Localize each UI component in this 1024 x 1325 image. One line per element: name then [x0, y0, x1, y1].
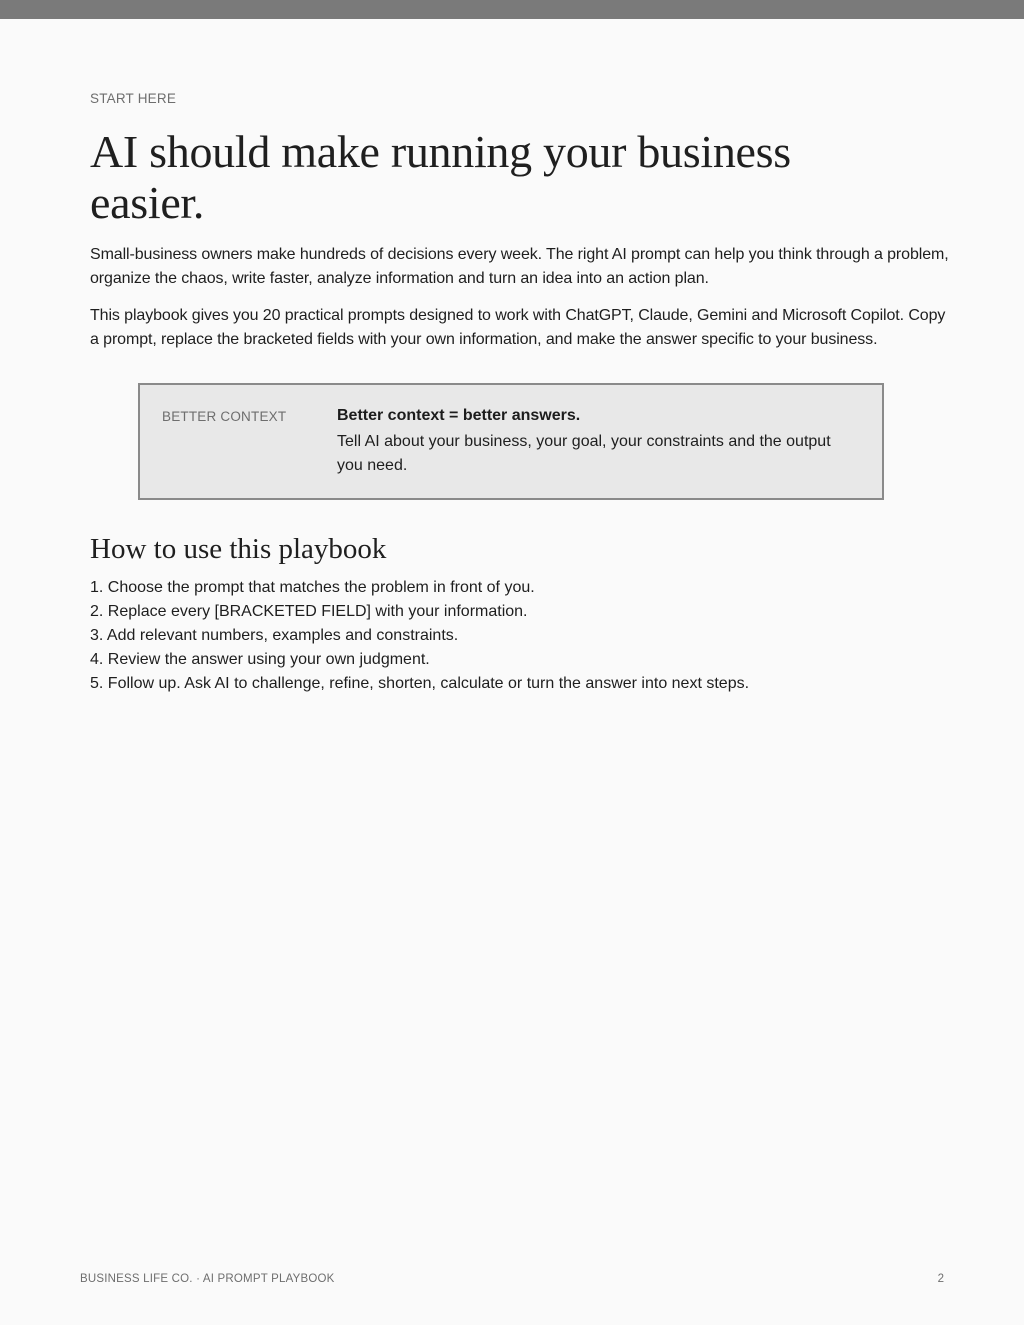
steps-list [90, 576, 749, 696]
section-title: How to use this playbook [90, 533, 387, 565]
footer-publication: BUSINESS LIFE CO. · AI PROMPT PLAYBOOK [80, 1273, 335, 1285]
page-title: AI should make running your business easier. [90, 126, 791, 228]
eyebrow-label: START HERE [90, 91, 177, 106]
callout-label: BETTER CONTEXT [162, 409, 287, 424]
top-bar [0, 0, 1024, 19]
step-item: 4. Review the answer using your own judgment. [90, 651, 430, 668]
step-item: 5. Follow up. Ask AI to challenge, refine, shorten, calculate or turn the answer into next steps. [90, 675, 750, 692]
footer-page-number: 2 [937, 1273, 944, 1285]
callout-body: Tell AI about your business, your goal, your constraints and the output you need. [337, 433, 831, 474]
intro-paragraph-2: This playbook gives you 20 practical prompts designed to work with ChatGPT, Claude, Gemini and Microsoft Copilot. Copy a prompt, replace the bracketed fields with your own information, and make the answer specific to your business. [90, 307, 946, 348]
callout-heading: Better context = better answers. [337, 407, 581, 424]
step-item: 1. Choose the prompt that matches the problem in front of you. [90, 579, 535, 596]
step-item: 2. Replace every [BRACKETED FIELD] with your information. [90, 603, 528, 620]
better-context-callout [138, 383, 884, 500]
intro-paragraph-1: Small-business owners make hundreds of decisions every week. The right AI prompt can help you think through a problem, organize the chaos, write faster, analyze information and turn an idea into an action plan. [90, 246, 949, 287]
step-item: 3. Add relevant numbers, examples and constraints. [90, 627, 459, 644]
